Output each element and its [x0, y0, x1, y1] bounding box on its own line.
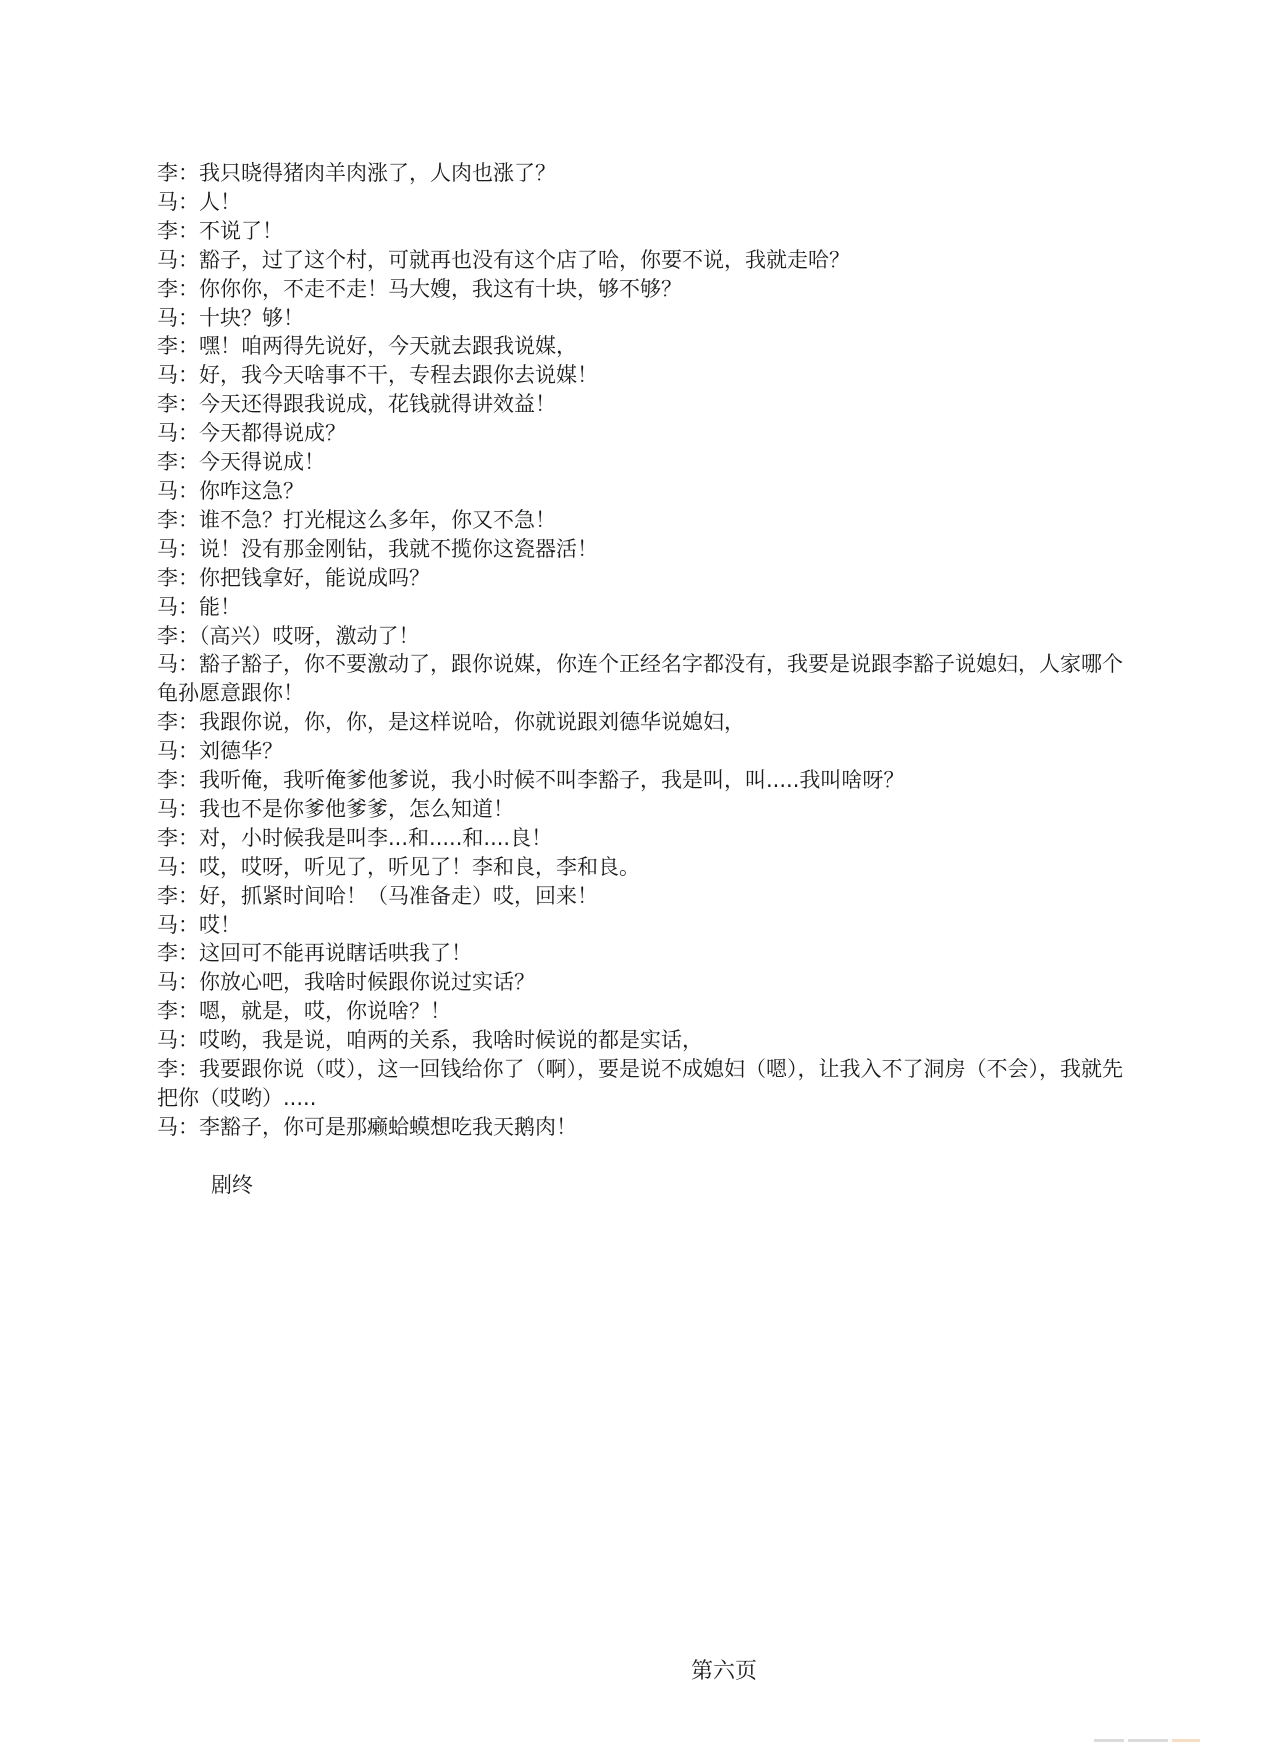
dialogue-line: 马：李豁子，你可是那癞蛤蟆想吃我天鹅肉！ — [157, 1114, 577, 1139]
page-number: 第六页 — [690, 1659, 757, 1684]
dialogue-line: 马：十块？够！ — [157, 305, 304, 330]
dialogue-line: 马：人！ — [157, 189, 241, 214]
dialogue-line: 马：能！ — [157, 594, 241, 619]
dialogue-line: 马：你咋这急？ — [157, 478, 304, 503]
dialogue-line: 李：对，小时候我是叫李...和.....和....良！ — [157, 825, 553, 850]
dialogue-line: 马：说！没有那金刚钻，我就不揽你这瓷器活！ — [157, 536, 598, 561]
dialogue-line: 马：哎！ — [157, 912, 241, 937]
dialogue-line: 马：我也不是你爹他爹爹，怎么知道！ — [157, 796, 514, 821]
dialogue-line: 李：今天得说成！ — [157, 450, 325, 475]
ending-text: 剧终 — [211, 1173, 253, 1197]
dialogue-line: 李：这回可不能再说瞎话哄我了！ — [157, 941, 472, 966]
dialogue-line: 马：哎哟，我是说，咱两的关系，我啥时候说的都是实话， — [157, 1028, 703, 1053]
dialogue-line: 马：刘德华？ — [157, 739, 283, 764]
dialogue-line: 李：你把钱拿好，能说成吗？ — [157, 565, 430, 590]
dialogue-line: 李：今天还得跟我说成，花钱就得讲效益！ — [157, 392, 556, 417]
dialogue-line: 李：我要跟你说（哎），这一回钱给你了（啊），要是说不成媳妇（嗯），让我入不了洞房（不会），我就先把你（哎哟）..... — [157, 1057, 1123, 1110]
dialogue-line: 马：你放心吧，我啥时候跟你说过实话？ — [157, 970, 535, 995]
dialogue-line: 马：豁子豁子，你不要激动了，跟你说媒，你连个正经名字都没有，我要是说跟李豁子说媳妇，人家哪个龟孙愿意跟你！ — [157, 652, 1123, 706]
dialogue-line: 李：嘿！咱两得先说好，今天就去跟我说媒， — [157, 334, 577, 359]
dialogue-line: 马：豁子，过了这个村，可就再也没有这个店了哈，你要不说，我就走哈？ — [157, 247, 850, 272]
dialogue-line: 李：不说了！ — [157, 218, 283, 243]
dialogue-line: 李：（高兴）哎呀，激动了！ — [157, 623, 420, 648]
dialogue-line: 李：好，抓紧时间哈！（马准备走）哎，回来！ — [157, 883, 598, 908]
watermark-mark — [1094, 1730, 1244, 1740]
dialogue-lines — [157, 159, 1137, 1142]
dialogue-line: 马：好，我今天啥事不干，专程去跟你去说媒！ — [157, 363, 598, 388]
dialogue-line: 马：今天都得说成？ — [157, 421, 346, 446]
dialogue-line: 李：嗯，就是，哎，你说啥？！ — [157, 999, 451, 1024]
dialogue-line: 李：你你你，不走不走！马大嫂，我这有十块，够不够？ — [157, 276, 682, 301]
dialogue-line: 马：哎，哎呀，听见了，听见了！李和良，李和良。 — [157, 854, 640, 879]
dialogue-line: 李：我只晓得猪肉羊肉涨了，人肉也涨了？ — [157, 161, 556, 185]
dialogue-line: 李：谁不急？打光棍这么多年，你又不急！ — [157, 507, 556, 532]
dialogue-line: 李：我听俺，我听俺爹他爹说，我小时候不叫李豁子，我是叫，叫.....我叫啥呀？ — [157, 768, 905, 793]
dialogue-line: 李：我跟你说，你，你，是这样说哈，你就说跟刘德华说媳妇， — [157, 710, 745, 735]
